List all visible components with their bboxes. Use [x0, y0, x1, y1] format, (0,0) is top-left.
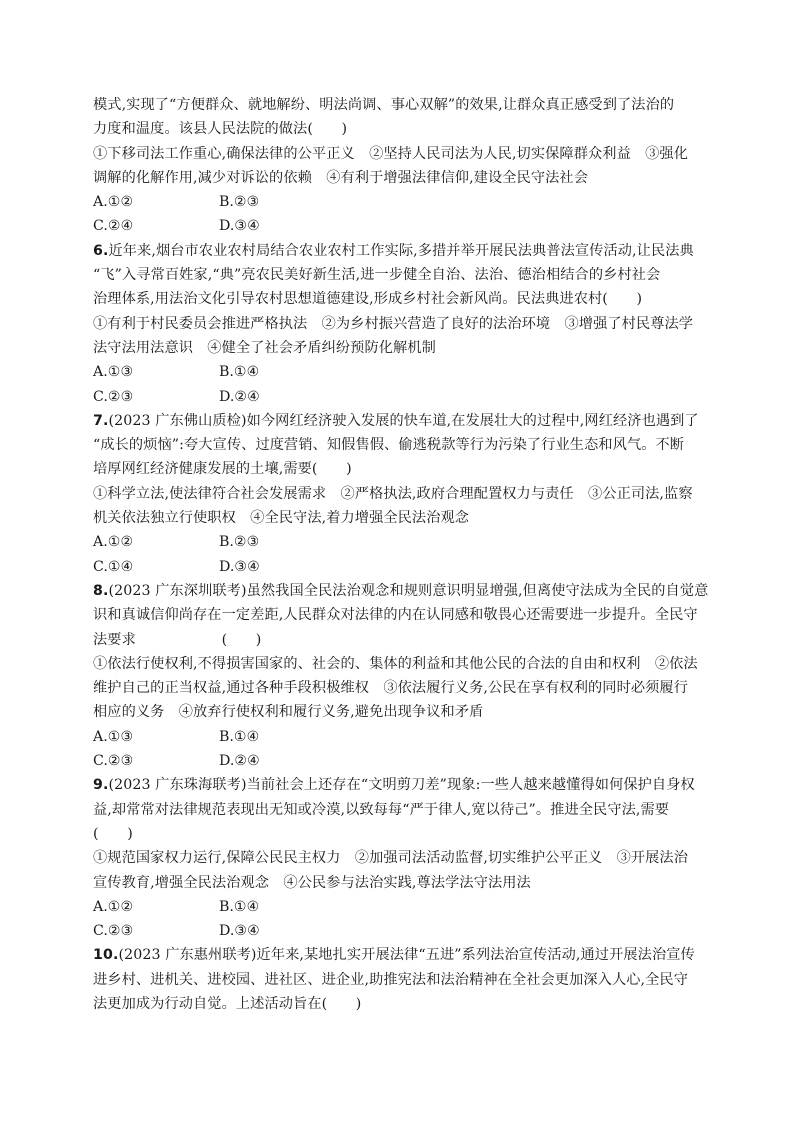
statement-line: 相应的义务 ④放弃行使权利和履行义务,避免出现争议和矛盾 — [93, 704, 484, 721]
option-c: C.②④ — [93, 218, 134, 235]
option-b: B.①④ — [219, 364, 260, 381]
option-a: A.①② — [93, 534, 134, 551]
option-d: D.③④ — [219, 218, 260, 235]
answer-options-row — [93, 749, 702, 773]
question-stem-line: 进乡村、进机关、进校园、进社区、进企业,助推宪法和法治精神在全社会更加深入人心,全民守 — [93, 971, 689, 988]
option-c: C.②③ — [93, 753, 134, 770]
answer-options-row — [93, 360, 702, 384]
statement-line: 机关依法独立行使职权 ④全民守法,着力增强全民法治观念 — [93, 510, 470, 527]
answer-options-row — [93, 190, 702, 214]
question-stem-line: 8.(2023 广东深圳联考)虽然我国全民法治观念和规则意识明显增强,但离使守法成为全民的自觉意 — [93, 582, 709, 599]
question-number: 8. — [93, 582, 109, 599]
option-b: B.①④ — [219, 728, 260, 745]
question-7 — [93, 409, 702, 579]
answer-options-row — [93, 530, 702, 554]
question-stem-line: “飞”入寻常百姓家,“典”亮农民美好新生活,进一步健全自治、法治、德治相结合的乡村社会 — [93, 267, 661, 284]
statement-line: ①科学立法,使法律符合社会发展需求 ②严格执法,政府合理配置权力与责任 ③公正司法,监察 — [93, 485, 693, 502]
answer-options-row — [93, 214, 702, 238]
statement-line: 维护自己的正当权益,通过各种手段积极维权 ③依法履行义务,公民在享有权利的同时必须履行 — [93, 680, 689, 697]
option-a: A.①② — [93, 898, 134, 915]
question-number: 7. — [93, 412, 109, 429]
option-b: B.①④ — [219, 898, 260, 915]
question-stem-line: 模式,实现了“方便群众、就地解纷、明法尚调、事心双解”的效果,让群众真正感受到了法治的 — [93, 97, 675, 113]
question-stem-line: 力度和温度。该县人民法院的做法( ) — [93, 121, 348, 138]
answer-options-row — [93, 385, 702, 409]
statement-line: ①依法行使权利,不得损害国家的、社会的、集体的利益和其他公民的合法的自由和权利 ②依法 — [93, 655, 698, 672]
option-a: A.①③ — [93, 728, 134, 745]
statement-line: ①规范国家权力运行,保障公民民主权力 ②加强司法活动监督,切实维护公平正义 ③开展法治 — [93, 850, 689, 867]
option-c: C.②③ — [93, 923, 134, 940]
option-c: C.①④ — [93, 558, 134, 575]
question-stem-line: 法要求 ( ) — [93, 631, 262, 648]
answer-options-row — [93, 919, 702, 943]
question-5 — [93, 93, 702, 239]
question-stem-line: ( ) — [93, 825, 133, 842]
answer-options-row — [93, 725, 702, 749]
option-d: D.③④ — [219, 923, 260, 940]
option-d: D.②④ — [219, 753, 260, 770]
option-d: D.③④ — [219, 558, 260, 575]
question-stem-line: 培厚网红经济健康发展的土壤,需要( ) — [93, 461, 352, 478]
question-stem-line: 7.(2023 广东佛山质检)如今网红经济驶入发展的快车道,在发展壮大的过程中,网红经济也遇到了 — [93, 412, 699, 429]
statement-line: ①有利于村民委员会推进严格执法 ②为乡村振兴营造了良好的法治环境 ③增强了村民尊法学 — [93, 315, 694, 332]
question-stem-line: 6.近年来,烟台市农业农村局结合农业农村工作实际,多措并举开展民法典普法宣传活动,让民法典 — [93, 242, 694, 259]
statement-line: 宣传教育,增强全民法治观念 ④公民参与法治实践,尊法学法守法用法 — [93, 874, 531, 891]
option-c: C.②③ — [93, 388, 134, 405]
question-stem-line: 10.(2023 广东惠州联考)近年来,某地扎实开展法律“五进”系列法治宣传活动,通过开展法治宣传 — [93, 947, 695, 964]
question-number: 6. — [93, 242, 109, 259]
statement-line: 法守法用法意识 ④健全了社会矛盾纠纷预防化解机制 — [93, 339, 436, 356]
option-d: D.②④ — [219, 388, 260, 405]
question-stem-line: 法更加成为行动自觉。上述活动旨在( ) — [93, 995, 362, 1012]
question-stem-line: 9.(2023 广东珠海联考)当前社会上还存在“文明剪刀差”现象:一些人越来越懂得如何保护自身权 — [93, 777, 695, 794]
question-number: 9. — [93, 777, 109, 794]
question-6 — [93, 239, 702, 409]
question-stem-line: 识和真诚信仰尚存在一定差距,人民群众对法律的内在认同感和敬畏心还需要进一步提升。全民守 — [93, 607, 698, 624]
question-8 — [93, 579, 709, 773]
question-stem-line: 益,却常常对法律规范表现出无知或冷漠,以致每每“严于律人,宽以待己”。推进全民守法,需要 — [93, 801, 670, 818]
question-9 — [93, 773, 702, 943]
option-a: A.①③ — [93, 364, 134, 381]
question-stem-line: 治理体系,用法治文化引导农村思想道德建设,形成乡村社会新风尚。民法典进农村( ) — [93, 291, 643, 308]
statement-line: 调解的化解作用,减少对诉讼的依赖 ④有利于增强法律信仰,建设全民守法社会 — [93, 169, 588, 186]
answer-options-row — [93, 555, 702, 579]
question-10 — [93, 943, 702, 1016]
question-number: 10. — [93, 947, 119, 964]
option-a: A.①② — [93, 194, 134, 211]
option-b: B.②③ — [219, 534, 260, 551]
answer-options-row — [93, 895, 702, 919]
option-b: B.②③ — [219, 194, 260, 211]
statement-line: ①下移司法工作重心,确保法律的公平正义 ②坚持人民司法为人民,切实保障群众利益 ③强化 — [93, 145, 689, 162]
question-stem-line: “成长的烦恼”:夸大宣传、过度营销、知假售假、偷逃税款等行为污染了行业生态和风气。不断 — [93, 437, 685, 454]
